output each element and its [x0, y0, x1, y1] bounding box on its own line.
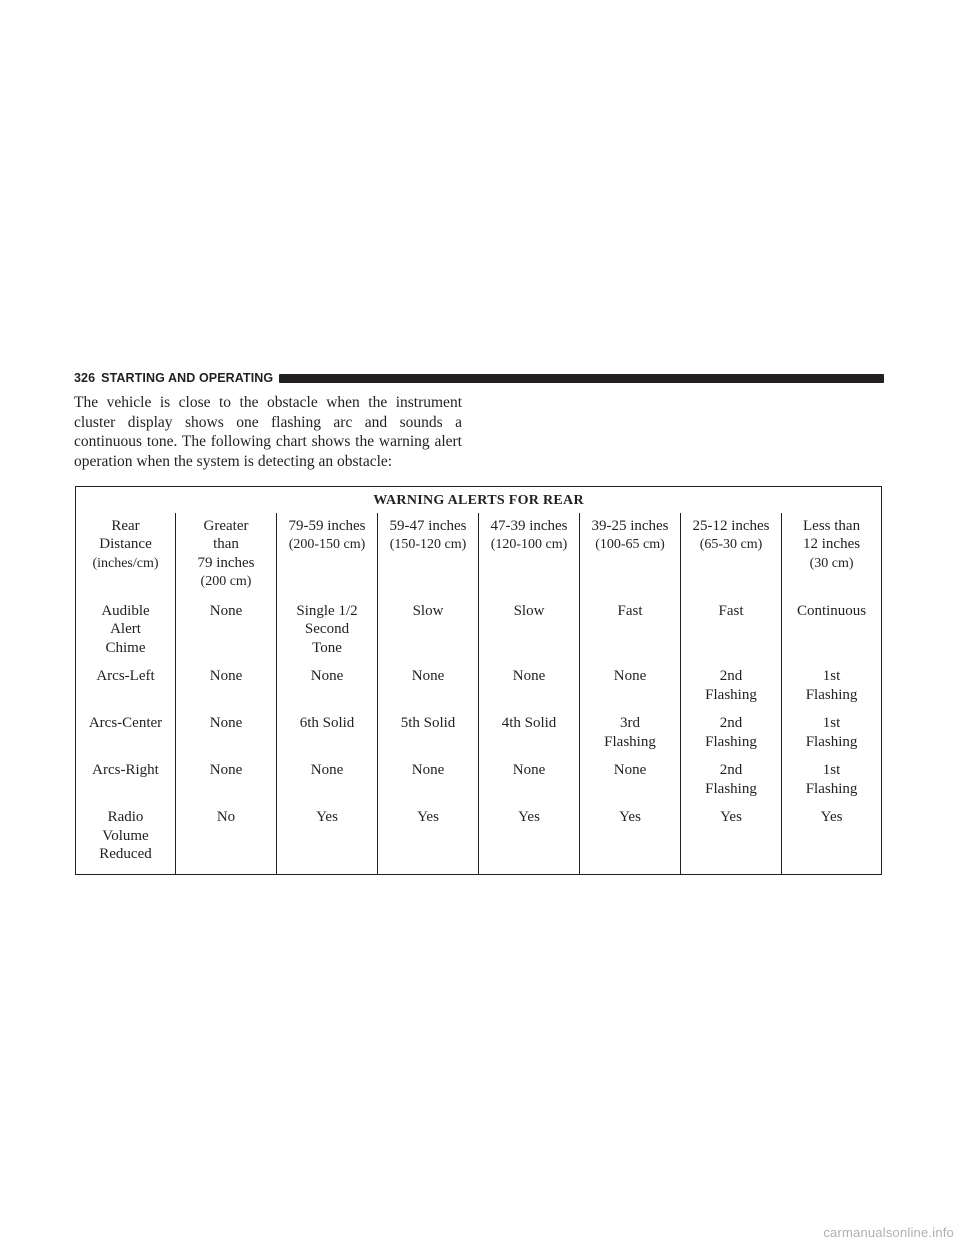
- column-header: [378, 513, 479, 598]
- table-row: [76, 710, 882, 757]
- cell-line: Chime: [105, 639, 146, 656]
- cell-line: 2nd: [719, 762, 743, 778]
- table-cell: [580, 663, 681, 710]
- cell-line: None: [512, 762, 546, 778]
- watermark: carmanualsonline.info: [823, 1225, 954, 1240]
- cell-line: None: [411, 668, 445, 684]
- cell-line: None: [512, 668, 546, 684]
- cell-line: 6th Solid: [299, 715, 355, 731]
- cell-line: Fast: [617, 602, 643, 619]
- intro-paragraph: The vehicle is close to the obstacle when the instrument cluster display shows one flashing arc and sounds a continuous tone. The following chart shows the warning alert operation when the system is detecting an obstacle:: [74, 394, 462, 470]
- cell-line: 1st: [822, 762, 841, 778]
- table-cell: [176, 804, 277, 874]
- cell-line: (120-100 cm): [490, 537, 568, 552]
- cell-line: Fast: [718, 602, 744, 619]
- table-cell: [681, 710, 782, 757]
- table-cell: [378, 710, 479, 757]
- section-title: STARTING AND OPERATING: [101, 371, 274, 385]
- cell-line: Second: [304, 621, 350, 637]
- table-cell: [479, 663, 580, 710]
- table-row: [76, 757, 882, 804]
- table-cell: [378, 598, 479, 664]
- cell-line: 39-25 inches: [591, 517, 669, 534]
- column-header: [176, 513, 277, 598]
- table-cell: [378, 757, 479, 804]
- cell-line: Arcs-Center: [88, 715, 163, 731]
- table-cell: [782, 598, 882, 664]
- cell-line: Yes: [720, 809, 742, 825]
- cell-line: 5th Solid: [400, 715, 456, 731]
- cell-line: Flashing: [805, 686, 858, 703]
- cell-line: Yes: [820, 809, 843, 825]
- table-row: [76, 663, 882, 710]
- cell-line: 25-12 inches: [692, 517, 770, 534]
- cell-line: Less than: [803, 517, 861, 534]
- cell-line: Yes: [417, 809, 439, 825]
- table-cell: [277, 710, 378, 757]
- cell-line: 47-39 inches: [490, 517, 568, 534]
- cell-line: Yes: [518, 809, 540, 825]
- cell-line: None: [209, 668, 243, 684]
- cell-line: 1st: [822, 668, 841, 684]
- cell-line: None: [411, 762, 445, 778]
- cell-line: than: [213, 536, 239, 552]
- table-cell: [176, 663, 277, 710]
- cell-line: 59-47 inches: [389, 517, 467, 534]
- cell-line: No: [216, 809, 236, 825]
- cell-line: Yes: [619, 809, 641, 825]
- cell-line: 79-59 inches: [288, 517, 366, 534]
- table-row: [76, 804, 882, 874]
- cell-line: Single 1/2: [296, 602, 358, 619]
- cell-line: Flashing: [805, 780, 858, 797]
- cell-line: (200 cm): [200, 574, 252, 589]
- cell-line: None: [310, 762, 344, 778]
- table-cell: [176, 598, 277, 664]
- cell-line: Continuous: [796, 602, 867, 619]
- cell-line: Flashing: [705, 686, 757, 703]
- table-cell: [479, 598, 580, 664]
- table-title: WARNING ALERTS FOR REAR: [76, 487, 882, 513]
- table-cell: [277, 598, 378, 664]
- table-cell: [681, 663, 782, 710]
- table-cell: [176, 710, 277, 757]
- cell-line: None: [613, 668, 647, 684]
- cell-line: Flashing: [805, 733, 858, 750]
- cell-line: Audible: [101, 602, 150, 619]
- cell-line: 3rd: [620, 715, 640, 731]
- table-cell: [681, 757, 782, 804]
- cell-line: 2nd: [719, 715, 743, 731]
- cell-line: (150-120 cm): [389, 537, 467, 552]
- cell-line: 1st: [822, 715, 841, 731]
- cell-line: Flashing: [705, 780, 757, 797]
- cell-line: Reduced: [99, 846, 152, 862]
- cell-line: (200-150 cm): [288, 537, 366, 552]
- cell-line: None: [613, 762, 647, 778]
- row-label: [76, 804, 176, 874]
- column-header: [782, 513, 882, 598]
- table-cell: [479, 757, 580, 804]
- header-rule: [279, 374, 884, 383]
- row-label: [76, 710, 176, 757]
- cell-line: (65-30 cm): [699, 537, 763, 552]
- cell-line: Flashing: [604, 733, 656, 750]
- table-cell: [277, 663, 378, 710]
- table-cell: [580, 598, 681, 664]
- row-label: [76, 598, 176, 664]
- cell-line: None: [209, 715, 243, 731]
- cell-line: Distance: [99, 536, 152, 552]
- table-cell: [782, 710, 882, 757]
- cell-line: Arcs-Left: [96, 668, 155, 684]
- cell-line: 12 inches: [803, 536, 861, 552]
- column-header: [277, 513, 378, 598]
- table-cell: [378, 663, 479, 710]
- table-cell: [782, 804, 882, 874]
- table-cell: [681, 804, 782, 874]
- warning-alerts-table: [75, 486, 882, 875]
- table-cell: [479, 804, 580, 874]
- table-cell: [782, 663, 882, 710]
- table-cell: [277, 757, 378, 804]
- table-cell: [580, 804, 681, 874]
- cell-line: Slow: [412, 602, 444, 619]
- cell-line: (100-65 cm): [595, 537, 665, 552]
- row-label: [76, 663, 176, 710]
- cell-line: Greater: [203, 517, 249, 534]
- cell-line: Rear: [111, 517, 140, 534]
- cell-line: None: [310, 668, 344, 684]
- page-number: 326: [74, 371, 96, 385]
- cell-line: Slow: [513, 602, 545, 619]
- column-header: [479, 513, 580, 598]
- cell-line: 79 inches: [197, 554, 255, 571]
- table-header-row: [76, 513, 882, 598]
- table-body: [76, 513, 882, 875]
- table-row: [76, 598, 882, 664]
- cell-line: Tone: [312, 639, 342, 656]
- table-cell: [176, 757, 277, 804]
- cell-line: Yes: [316, 809, 338, 825]
- cell-line: Flashing: [705, 733, 757, 750]
- column-header: [681, 513, 782, 598]
- cell-line: None: [209, 762, 243, 778]
- cell-line: Volume: [102, 827, 149, 844]
- page-header: [74, 370, 884, 386]
- table-cell: [580, 757, 681, 804]
- cell-line: Alert: [110, 621, 141, 637]
- cell-line: Radio: [107, 809, 144, 825]
- cell-line: None: [209, 602, 243, 619]
- table-cell: [479, 710, 580, 757]
- column-header: [580, 513, 681, 598]
- cell-line: 2nd: [719, 668, 743, 684]
- table-cell: [580, 710, 681, 757]
- cell-line: 4th Solid: [501, 715, 557, 731]
- cell-line: Arcs-Right: [92, 762, 159, 778]
- table-cell: [277, 804, 378, 874]
- row-label: [76, 757, 176, 804]
- column-header: [76, 513, 176, 598]
- table-cell: [782, 757, 882, 804]
- table-cell: [681, 598, 782, 664]
- table-cell: [378, 804, 479, 874]
- cell-line: (inches/cm): [92, 555, 159, 571]
- cell-line: (30 cm): [809, 555, 854, 571]
